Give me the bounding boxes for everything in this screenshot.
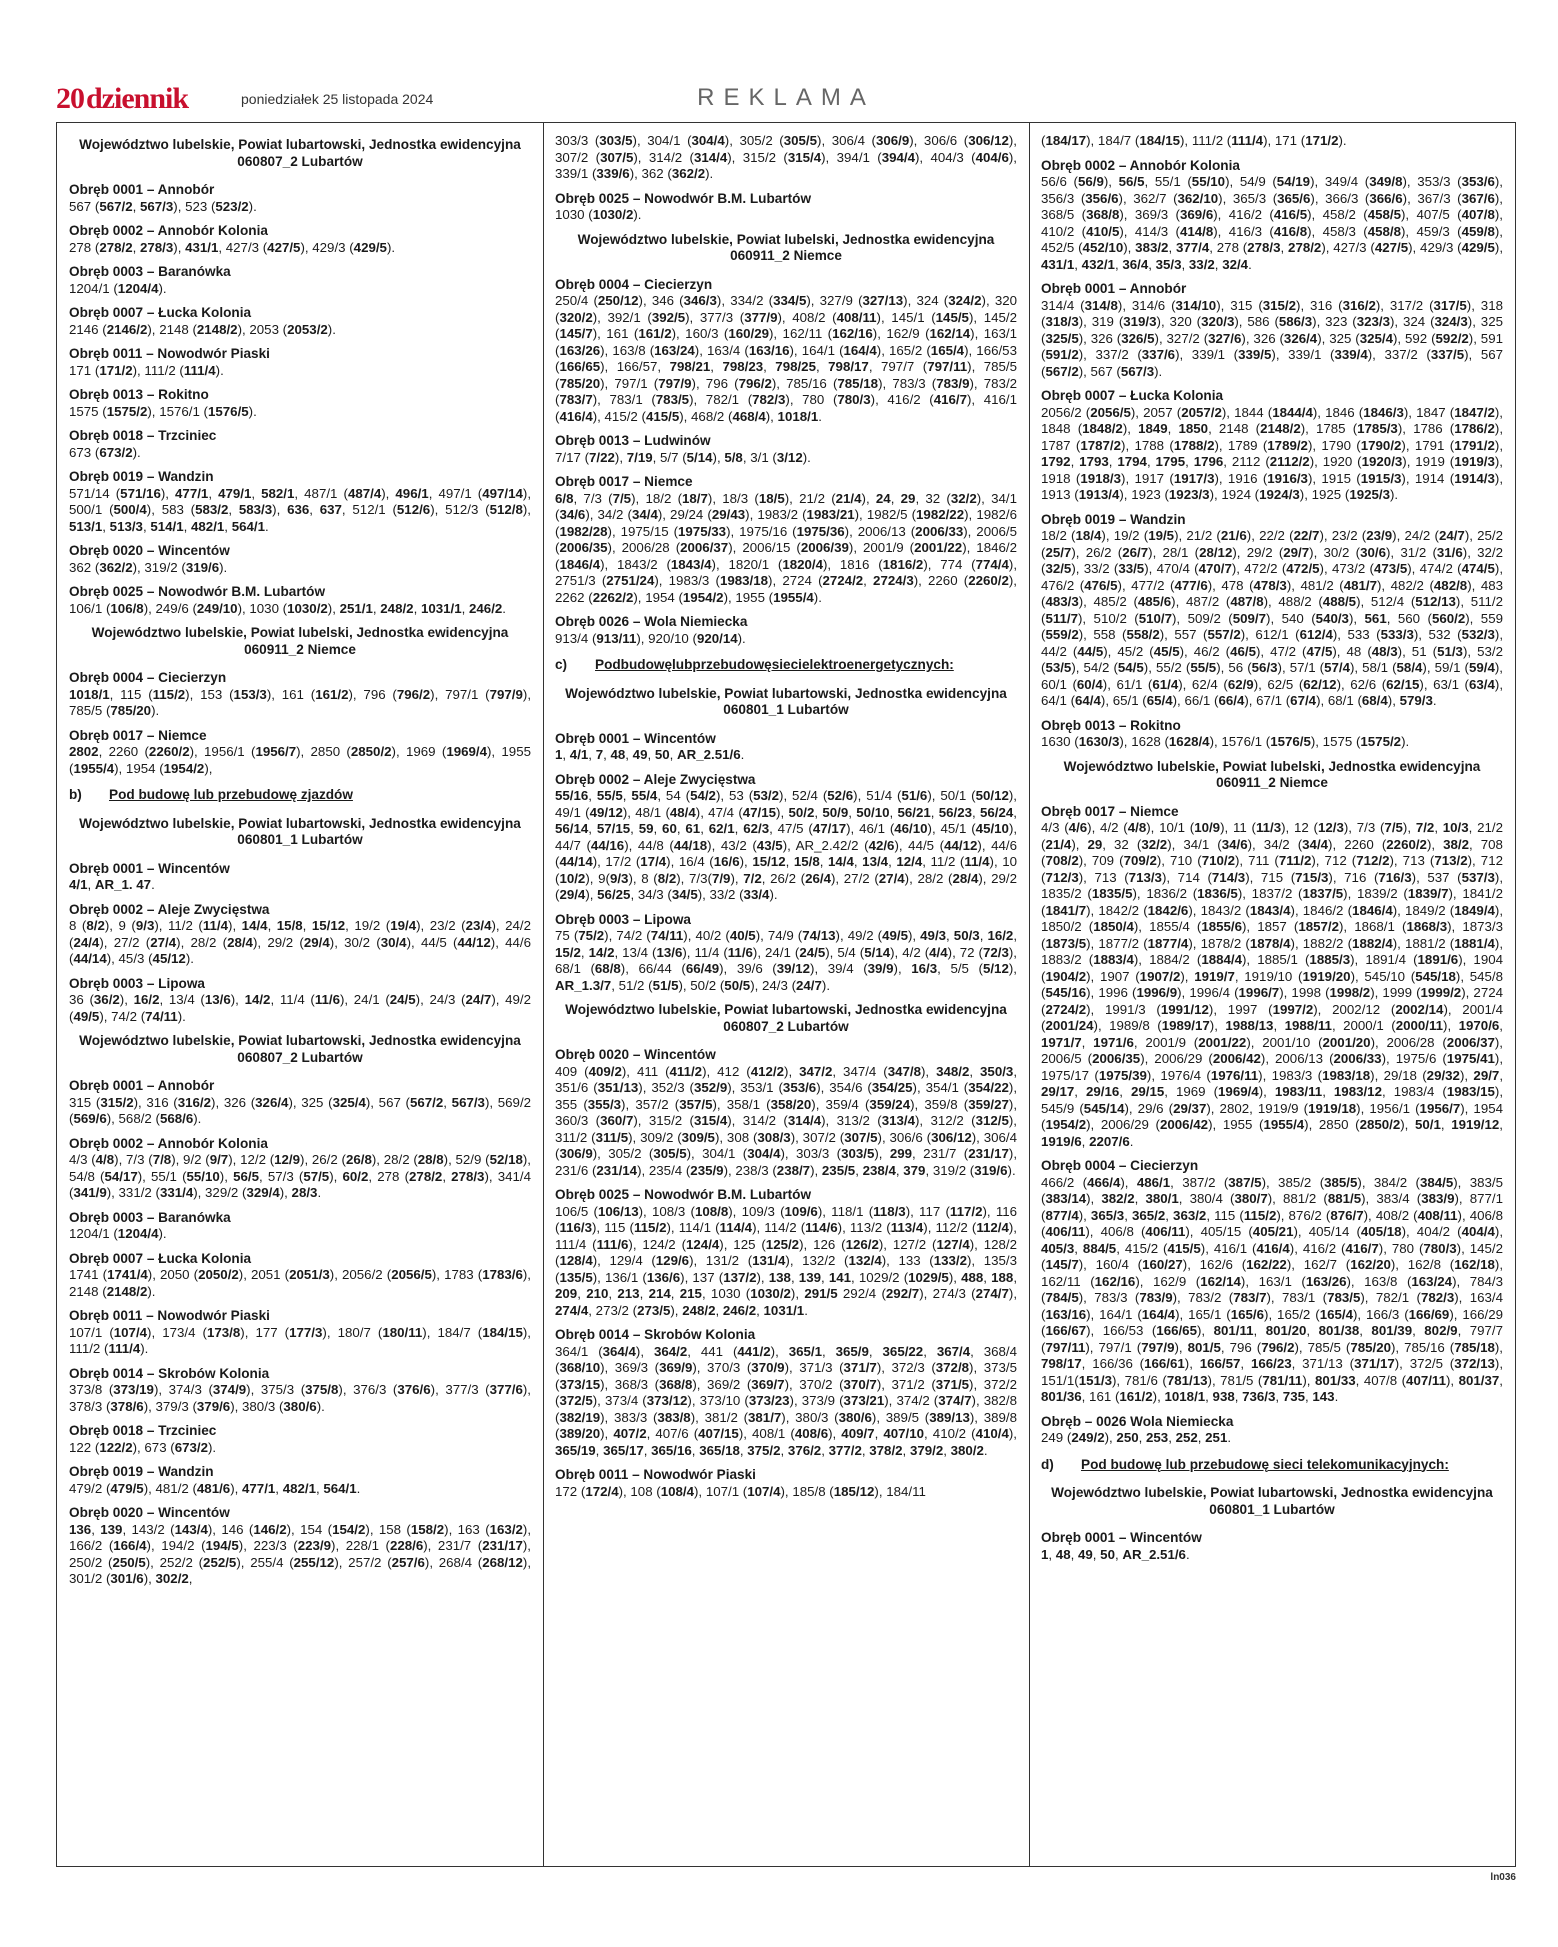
subsection-letter: c) <box>555 657 568 672</box>
parcel-list: 171 (171/2), 111/2 (111/4). <box>69 362 224 378</box>
parcel-list: 373/8 (373/19), 374/3 (374/9), 375/3 (375/8), 376/3 (376/6), 377/3 (377/6), 378/3 (378/6), 379/3 (379/6), 380/3 (380/6). <box>69 1382 531 1414</box>
parcel-list: 106/5 (106/13), 108/3 (108/8), 109/3 (109/6), 118/1 (118/3), 117 (117/2), 116 (116/3), 115 (115/2), 114/1 (114/4), 114/2 (114/6), 113/2 (113/4), 112/2 (112/4), 111/4 (111/6), 124/2 (124/4), 125 (125/2), 126 (126/2), 127/2 (127/4), 128/2 (128/4), 129/4 (129/6), 131/2 (131/4), 132/2 (132/4), 133 (133/2), 135/3 (135/5), 136/1 (136/6), 137 (137/2), 138, 139, 141, 1029/2 (1029/5), 488, 188, 209, 210, 213, 214, 215, 1030 (1030/2), 291/5 292/4 (292/7), 274/3 (274/7), 274/4, 273/2 (273/5), 248/2, 246/2, 1031/1. <box>555 1203 1017 1318</box>
precinct-title: Obręb 0001 – Annobór <box>69 182 215 197</box>
parcel-list: 2146 (2146/2), 2148 (2148/2), 2053 (2053/2). <box>69 321 336 337</box>
column-1 <box>69 133 531 1858</box>
parcel-list: 250/4 (250/12), 346 (346/3), 334/2 (334/5), 327/9 (327/13), 324 (324/2), 320 (320/2), 392/1 (392/5), 377/3 (377/9), 408/2 (408/11), 145/1 (145/5), 145/2 (145/7), 161 (161/2), 160/3 (160/29), 162/11 (162/16), 162/9 (162/14), 163/1 (163/26), 163/8 (163/24), 163/4 (163/16), 164/1 (164/4), 165/2 (165/4), 166/53 (166/65), 166/57, 798/21, 798/23, 798/25, 798/17, 797/7 (797/11), 785/5 (785/20), 797/1 (797/9), 796 (796/2), 785/16 (785/18), 783/3 (783/9), 783/2 (783/7), 783/1 (783/5), 782/1 (782/3), 780 (780/3), 416/2 (416/7), 416/1 (416/4), 415/2 (415/5), 468/2 (468/4), 1018/1. <box>555 293 1017 424</box>
column-divider <box>1029 123 1030 1867</box>
parcel-list: 1, 48, 49, 50, AR_2.51/6. <box>1041 1546 1190 1562</box>
parcel-list: 314/4 (314/8), 314/6 (314/10), 315 (315/2), 316 (316/2), 317/2 (317/5), 318 (318/3), 319 (319/3), 320 (320/3), 586 (586/3), 323 (323/3), 324 (324/3), 325 (325/5), 326 (326/5), 327/2 (327/6), 326 (326/4), 325 (325/4), 592 (592/2), 591 (591/2), 337/2 (337/6), 339/1 (339/5), 339/1 (339/4), 337/2 (337/5), 567 (567/2), 567 (567/3). <box>1041 297 1503 379</box>
column-divider <box>543 123 544 1867</box>
parcel-list: 409 (409/2), 411 (411/2), 412 (412/2), 347/2, 347/4 (347/8), 348/2, 350/3, 351/6 (351/13), 352/3 (352/9), 353/1 (353/6), 354/6 (354/25), 354/1 (354/22), 355 (355/3), 357/2 (357/5), 358/1 (358/20), 359/4 (359/24), 359/8 (359/27), 360/3 (360/7), 315/2 (315/4), 314/2 (314/4), 313/2 (313/4), 312/2 (312/5), 311/2 (311/5), 309/2 (309/5), 308 (308/3), 307/2 (307/5), 306/6 (306/12), 306/4 (306/9), 305/2 (305/5), 304/1 (304/4), 303/3 (303/5), 299, 231/7 (231/17), 231/6 (231/14), 235/4 (235/9), 238/3 (238/7), 235/5, 238/4, 379, 319/2 (319/6). <box>555 1063 1017 1178</box>
parcel-list: 1018/1, 115 (115/2), 153 (153/3), 161 (161/2), 796 (796/2), 797/1 (797/9), 785/5 (785/20). <box>69 686 531 718</box>
precinct-title: Obręb 0025 – Nowodwór B.M. Lubartów <box>555 1187 812 1202</box>
precinct-title: Obręb 0014 – Skrobów Kolonia <box>555 1327 756 1342</box>
precinct-title: Obręb 0013 – Ludwinów <box>555 433 711 448</box>
parcel-list: 136, 139, 143/2 (143/4), 146 (146/2), 154 (154/2), 158 (158/2), 163 (163/2), 166/2 (166/4), 194/2 (194/5), 223/3 (223/9), 228/1 (228/6), 231/7 (231/17), 250/2 (250/5), 252/2 (252/5), 255/4 (255/12), 257/2 (257/6), 268/4 (268/12), 301/2 (301/6), 302/2, <box>69 1521 531 1586</box>
precinct-title: Obręb 0007 – Łucka Kolonia <box>1041 388 1224 403</box>
parcel-list: 4/3 (4/6), 4/2 (4/8), 10/1 (10/9), 11 (11/3), 12 (12/3), 7/3 (7/5), 7/2, 10/3, 21/2 (21/4), 29, 32 (32/2), 34/1 (34/6), 34/2 (34/4), 2260 (2260/2), 38/2, 708 (708/2), 709 (709/2), 710 (710/2), 711 (711/2), 712 (712/2), 713 (713/2), 712 (712/3), 713 (713/3), 714 (714/3), 715 (715/3), 716 (716/3), 537 (537/3), 1835/2 (1835/5), 1836/2 (1836/5), 1837/2 (1837/5), 1839/2 (1839/7), 1841/2 (1841/7), 1842/2 (1842/6), 1843/2 (1843/4), 1846/2 (1846/4), 1849/2 (1849/4), 1850/2 (1850/4), 1855/4 (1855/6), 1857 (1857/2), 1868/1 (1868/3), 1873/3 (1873/5), 1877/2 (1877/4), 1878/2 (1878/4), 1882/2 (1882/4), 1881/2 (1881/4), 1883/2 (1883/4), 1884/2 (1884/4), 1885/1 (1885/3), 1891/4 (1891/6), 1904 (1904/2), 1907 (1907/2), 1919/7, 1919/10 (1919/20), 545/10 (545/18), 545/8 (545/16), 1996 (1996/9), 1996/4 (1996/7), 1998 (1998/2), 1999 (1999/2), 2724 (2724/2), 1991/3 (1991/12), 1997 (1997/2), 2002/12 (2002/14), 2001/4 (2001/24), 1989/8 (1989/17), 1988/13, 1988/11, 2000/1 (2000/11), 1970/6, 1971/7, 1971/6, 2001/9 (2001/22), 2001/10 (2001/20), 2006/28 (2006/37), 2006/5 (2006/35), 2006/29 (2006/42), 2006/13 (2006/33), 1975/6 (1975/41), 1975/17 (1975/39), 1976/4 (1976/11), 1983/3 (1983/18), 29/18 (29/32), 29/7, 29/17, 29/16, 29/15, 1969 (1969/4), 1983/11, 1983/12, 1983/4 (1983/15), 545/9 (545/14), 29/6 (29/37), 2802, 1919/9 (1919/18), 1956/1 (1956/7), 1954 (1954/2), 2006/29 (2006/42), 1955 (1955/4), 2850 (2850/2), 50/1, 1919/12, 1919/6, 2207/6. <box>1041 820 1503 1149</box>
precinct-title: Obręb 0013 – Rokitno <box>1041 717 1181 733</box>
column-3 <box>1041 133 1503 1858</box>
parcel-list: 479/2 (479/5), 481/2 (481/6), 477/1, 482/1, 564/1. <box>69 1480 361 1496</box>
parcel-list: 2802, 2260 (2260/2), 1956/1 (1956/7), 2850 (2850/2), 1969 (1969/4), 1955 (1955/4), 1954 (1954/2), <box>69 744 531 776</box>
parcel-list: 122 (122/2), 673 (673/2). <box>69 1439 217 1455</box>
region-heading: Województwo lubelskie, Powiat lubelski, Jednostka ewidencyjna 060911_2 Niemce <box>1063 758 1481 790</box>
parcel-list: 8 (8/2), 9 (9/3), 11/2 (11/4), 14/4, 15/8, 15/12, 19/2 (19/4), 23/2 (23/4), 24/2 (24/4), 27/2 (27/4), 28/2 (28/4), 29/2 (29/4), 30/2 (30/4), 44/5 (44/12), 44/6 (44/14), 45/3 (45/12). <box>69 918 531 966</box>
parcel-list: 1, 4/1, 7, 48, 49, 50, AR_2.51/6. <box>555 747 745 762</box>
region-heading: Województwo lubelskie, Powiat lubartowski, Jednostka ewidencyjna 060801_1 Lubartów <box>565 685 1007 717</box>
parcel-list: 1741 (1741/4), 2050 (2050/2), 2051 (2051/3), 2056/2 (2056/5), 1783 (1783/6), 2148 (2148/2). <box>69 1267 531 1299</box>
parcel-list: 315 (315/2), 316 (316/2), 326 (326/4), 325 (325/4), 567 (567/2, 567/3), 569/2 (569/6), 568/2 (568/6). <box>69 1094 531 1126</box>
precinct-title: Obręb 0019 – Wandzin <box>69 469 214 484</box>
parcel-list: (184/17), 184/7 (184/15), 111/2 (111/4), 171 (171/2). <box>1041 133 1347 148</box>
parcel-list: 364/1 (364/4), 364/2, 441 (441/2), 365/1, 365/9, 365/22, 367/4, 368/4 (368/10), 369/3 (369/9), 370/3 (370/9), 371/3 (371/7), 372/3 (372/8), 373/5 (373/15), 368/3 (368/8), 369/2 (369/7), 370/2 (370/7), 371/2 (371/5), 372/2 (372/5), 373/4 (373/12), 373/10 (373/23), 373/9 (373/21), 374/2 (374/7), 382/8 (382/19), 383/3 (383/8), 381/2 (381/7), 380/3 (380/6), 389/5 (389/13), 389/8 (389/20), 407/2, 407/6 (407/15), 408/1 (408/6), 409/7, 407/10, 410/2 (410/4), 365/19, 365/17, 365/16, 365/18, 375/2, 376/2, 377/2, 378/2, 379/2, 380/2. <box>555 1343 1017 1458</box>
parcel-list: 1204/1 (1204/4). <box>69 1226 167 1241</box>
logo-text: dziennik <box>86 82 189 115</box>
precinct-title: Obręb 0011 – Nowodwór Piaski <box>555 1467 756 1482</box>
parcel-list: 18/2 (18/4), 19/2 (19/5), 21/2 (21/6), 22/2 (22/7), 23/2 (23/9), 24/2 (24/7), 25/2 (25/7), 26/2 (26/7), 28/1 (28/12), 29/2 (29/7), 30/2 (30/6), 31/2 (31/6), 32/2 (32/5), 33/2 (33/5), 470/4 (470/7), 472/2 (472/5), 473/2 (473/5), 474/2 (474/5), 476/2 (476/5), 477/2 (477/6), 478 (478/3), 481/2 (481/7), 482/2 (482/8), 483 (483/3), 485/2 (485/6), 487/2 (487/8), 488/2 (488/5), 512/4 (512/13), 511/2 (511/7), 510/2 (510/7), 509/2 (509/7), 540 (540/3), 561, 560 (560/2), 559 (559/2), 558 (558/2), 557 (557/2), 612/1 (612/4), 533 (533/3), 532 (532/3), 44/2 (44/5), 45/2 (45/5), 46/2 (46/5), 47/2 (47/5), 48 (48/3), 51 (51/3), 53/2 (53/5), 54/2 (54/5), 55/2 (55/5), 56 (56/3), 57/1 (57/4), 58/1 (58/4), 59/1 (59/4), 60/1 (60/4), 61/1 (61/4), 62/4 (62/9), 62/5 (62/12), 62/6 (62/15), 63/1 (63/4), 64/1 (64/4), 65/1 (65/4), 66/1 (66/4), 67/1 (67/4), 68/1 (68/4), 579/3. <box>1041 528 1503 708</box>
precinct-title: Obręb 0026 – Wola Niemiecka <box>555 614 748 629</box>
subsection-heading <box>69 787 531 804</box>
region-heading: Województwo lubelskie, Powiat lubelski, Jednostka ewidencyjna 060911_2 Niemce <box>91 625 509 657</box>
subsection-letter: d) <box>1041 1456 1054 1472</box>
parcel-list: 1030 (1030/2). <box>555 207 642 222</box>
precinct-title: Obręb 0002 – Aleje Zwycięstwa <box>69 901 270 917</box>
precinct-title: Obręb 0002 – Annobór Kolonia <box>69 1135 268 1151</box>
region-heading: Województwo lubelskie, Powiat lubartowski, Jednostka ewidencyjna 060801_1 Lubartów <box>1051 1485 1493 1517</box>
precinct-title: Obręb 0017 – Niemce <box>555 474 693 489</box>
precinct-title: Obręb 0003 – Lipowa <box>555 911 691 927</box>
precinct-title: Obręb 0002 – Annobór Kolonia <box>1041 157 1240 173</box>
parcel-list: 36 (36/2), 16/2, 13/4 (13/6), 14/2, 11/4 (11/6), 24/1 (24/5), 24/3 (24/7), 49/2 (49/5), 74/2 (74/11). <box>69 992 531 1024</box>
parcel-list: 172 (172/4), 108 (108/4), 107/1 (107/4), 185/8 (185/12), 184/11 <box>555 1483 926 1499</box>
parcel-list: 249 (249/2), 250, 253, 252, 251. <box>1041 1430 1232 1445</box>
precinct-title: Obręb 0002 – Annobór Kolonia <box>69 223 268 238</box>
region-heading: Województwo lubelskie, Powiat lubartowski, Jednostka ewidencyjna 060807_2 Lubartów <box>565 1002 1007 1034</box>
precinct-title: Obręb 0004 – Ciecierzyn <box>555 276 713 292</box>
parcel-list: 106/1 (106/8), 249/6 (249/10), 1030 (1030/2), 251/1, 248/2, 1031/1, 246/2. <box>69 600 506 616</box>
subsection-heading <box>1041 1457 1503 1474</box>
precinct-title: Obręb 0003 – Lipowa <box>69 975 205 991</box>
section-label: REKLAMA <box>697 84 875 111</box>
precinct-title: Obręb 0019 – Wandzin <box>1041 511 1186 527</box>
precinct-title: Obręb 0014 – Skrobów Kolonia <box>69 1365 270 1381</box>
parcel-list: 466/2 (466/4), 486/1, 387/2 (387/5), 385/2 (385/5), 384/2 (384/5), 383/5 (383/14), 382/2, 380/1, 380/4 (380/7), 881/2 (881/5), 383/4 (383/9), 877/1 (877/4), 365/3, 365/2, 363/2, 115 (115/2), 876/2 (876/7), 408/2 (408/11), 406/8 (406/11), 406/8 (406/11), 405/15 (405/21), 405/14 (405/18), 404/2 (404/4), 405/3, 884/5, 415/2 (415/5), 416/1 (416/4), 416/2 (416/7), 780 (780/3), 145/2 (145/7), 160/4 (160/27), 162/6 (162/22), 162/7 (162/20), 162/8 (162/18), 162/11 (162/16), 162/9 (162/14), 163/1 (163/26), 163/8 (163/24), 784/3 (784/5), 783/3 (783/9), 783/2 (783/7), 783/1 (783/5), 782/1 (782/3), 163/4 (163/16), 164/1 (164/4), 165/1 (165/6), 165/2 (165/4), 166/3 (166/69), 166/29 (166/67), 166/53 (166/65), 801/11, 801/20, 801/38, 801/39, 802/9, 797/7 (797/11), 797/1 (797/9), 801/5, 796 (796/2), 785/5 (785/20), 785/16 (785/18), 798/17, 166/36 (166/61), 166/57, 166/23, 371/13 (371/17), 372/5 (372/13), 151/1(151/3), 781/6 (781/13), 781/5 (781/11), 801/33, 407/8 (407/11), 801/37, 801/36, 161 (161/2), 1018/1, 938, 736/3, 735, 143. <box>1041 1174 1503 1404</box>
region-heading: Województwo lubelskie, Powiat lubartowski, Jednostka ewidencyjna 060807_2 Lubartów <box>79 1033 521 1065</box>
precinct-title: Obręb 0007 – Łucka Kolonia <box>69 305 252 320</box>
parcel-list: 1204/1 (1204/4). <box>69 280 167 296</box>
parcel-list: 6/8, 7/3 (7/5), 18/2 (18/7), 18/3 (18/5), 21/2 (21/4), 24, 29, 32 (32/2), 34/1 (34/6), 34/2 (34/4), 29/24 (29/43), 1983/2 (1983/21), 1982/5 (1982/22), 1982/6 (1982/28), 1975/15 (1975/33), 1975/16 (1975/36), 2006/13 (2006/33), 2006/5 (2006/35), 2006/28 (2006/37), 2006/15 (2006/39), 2001/9 (2001/22), 1846/2 (1846/4), 1843/2 (1843/4), 1820/1 (1820/4), 1816 (1816/2), 774 (774/4), 2751/3 (2751/24), 1983/3 (1983/18), 2724 (2724/2, 2724/3), 2260 (2260/2), 2262 (2262/2), 1954 (1954/2), 1955 (1955/4). <box>555 490 1017 605</box>
parcel-list: 7/17 (7/22), 7/19, 5/7 (5/14), 5/8, 3/1 (3/12). <box>555 449 811 465</box>
subsection-letter: b) <box>69 787 82 802</box>
parcel-list: 75 (75/2), 74/2 (74/11), 40/2 (40/5), 74/9 (74/13), 49/2 (49/5), 49/3, 50/3, 16/2, 15/2, 14/2, 13/4 (13/6), 11/4 (11/6), 24/1 (24/5), 5/4 (5/14), 4/2 (4/4), 72 (72/3), 68/1 (68/8), 66/44 (66/49), 39/6 (39/12), 39/4 (39/9), 16/3, 5/5 (5/12), AR_1.3/7, 51/2 (51/5), 50/2 (50/5), 24/3 (24/7). <box>555 928 1017 993</box>
parcel-list: 4/1, AR_1. 47. <box>69 877 155 892</box>
precinct-title: Obręb 0004 – Ciecierzyn <box>1041 1158 1199 1173</box>
parcel-list: 1630 (1630/3), 1628 (1628/4), 1576/1 (1576/5), 1575 (1575/2). <box>1041 734 1410 749</box>
region-heading: Województwo lubelskie, Powiat lubelski, Jednostka ewidencyjna 060911_2 Niemce <box>577 231 995 263</box>
precinct-title: Obręb 0013 – Rokitno <box>69 387 209 402</box>
precinct-title: Obręb 0011 – Nowodwór Piaski <box>69 346 270 361</box>
parcel-list: 278 (278/2, 278/3), 431/1, 427/3 (427/5), 429/3 (429/5). <box>69 239 396 255</box>
precinct-title: Obręb 0017 – Niemce <box>69 727 207 743</box>
precinct-title: Obręb 0020 – Wincentów <box>69 1505 230 1520</box>
parcel-list: 2056/2 (2056/5), 2057 (2057/2), 1844 (1844/4), 1846 (1846/3), 1847 (1847/2), 1848 (1848/2), 1849, 1850, 2148 (2148/2), 1785 (1785/3), 1786 (1786/2), 1787 (1787/2), 1788 (1788/2), 1789 (1789/2), 1790 (1790/2), 1791 (1791/2), 1792, 1793, 1794, 1795, 1796, 2112 (2112/2), 1920 (1920/3), 1919 (1919/3), 1918 (1918/3), 1917 (1917/3), 1916 (1916/3), 1915 (1915/3), 1914 (1914/3), 1913 (1913/4), 1923 (1923/3), 1924 (1924/3), 1925 (1925/3). <box>1041 404 1503 502</box>
parcel-list: 567 (567/2, 567/3), 523 (523/2). <box>69 198 257 214</box>
parcel-list: 107/1 (107/4), 173/4 (173/8), 177 (177/3), 180/7 (180/11), 184/7 (184/15), 111/2 (111/4). <box>69 1324 531 1356</box>
parcel-list: 362 (362/2), 319/2 (319/6). <box>69 559 228 575</box>
parcel-list: 4/3 (4/8), 7/3 (7/8), 9/2 (9/7), 12/2 (12/9), 26/2 (26/8), 28/2 (28/8), 52/9 (52/18), 54/8 (54/17), 55/1 (55/10), 56/5, 57/3 (57/5), 60/2, 278 (278/2, 278/3), 341/4 (341/9), 331/2 (331/4), 329/2 (329/4), 28/3. <box>69 1152 531 1200</box>
precinct-title: Obręb 0001 – Wincentów <box>555 730 716 746</box>
region-heading: Województwo lubelskie, Powiat lubartowski, Jednostka ewidencyjna 060801_1 Lubartów <box>79 815 521 847</box>
notice-box <box>56 122 1516 1867</box>
precinct-title: Obręb 0003 – Baranówka <box>69 1209 231 1225</box>
precinct-title: Obręb 0007 – Łucka Kolonia <box>69 1250 252 1266</box>
precinct-title: Obręb – 0026 Wola Niemiecka <box>1041 1413 1234 1429</box>
precinct-title: Obręb 0019 – Wandzin <box>69 1464 214 1479</box>
precinct-title: Obręb 0002 – Aleje Zwycięstwa <box>555 771 756 787</box>
precinct-title: Obręb 0001 – Wincentów <box>1041 1530 1202 1545</box>
issue-date: poniedziałek 25 listopada 2024 <box>241 91 434 107</box>
precinct-title: Obręb 0003 – Baranówka <box>69 264 231 279</box>
parcel-list: 303/3 (303/5), 304/1 (304/4), 305/2 (305/5), 306/4 (306/9), 306/6 (306/12), 307/2 (307/5), 314/2 (314/4), 315/2 (315/4), 394/1 (394/4), 404/3 (404/6), 339/1 (339/6), 362 (362/2). <box>555 133 1017 181</box>
precinct-title: Obręb 0025 – Nowodwór B.M. Lubartów <box>555 190 812 206</box>
subsection-heading <box>555 657 1017 674</box>
page-number: 20 <box>56 82 84 115</box>
precinct-title: Obręb 0001 – Annobór <box>1041 281 1187 296</box>
precinct-title: Obręb 0017 – Niemce <box>1041 803 1179 819</box>
precinct-title: Obręb 0011 – Nowodwór Piaski <box>69 1308 270 1323</box>
subsection-title: Pod budowę lub przebudowę zjazdów <box>109 787 353 802</box>
precinct-title: Obręb 0018 – Trzciniec <box>69 1423 217 1438</box>
subsection-title: Pod budowę lub przebudowę sieci telekomunikacyjnych: <box>1081 1456 1449 1472</box>
footer-code: ln036 <box>1490 1872 1516 1883</box>
parcel-list: 673 (673/2). <box>69 444 141 460</box>
parcel-list: 55/16, 55/5, 55/4, 54 (54/2), 53 (53/2), 52/4 (52/6), 51/4 (51/6), 50/1 (50/12), 49/1 (49/12), 48/1 (48/4), 47/4 (47/15), 50/2, 50/9, 50/10, 56/21, 56/23, 56/24, 56/14, 57/15, 59, 60, 61, 62/1, 62/3, 47/5 (47/17), 46/1 (46/10), 45/1 (45/10), 44/7 (44/16), 44/8 (44/18), 43/2 (43/5), AR_2.42/2 (42/6), 44/5 (44/12), 44/6 (44/14), 17/2 (17/4), 16/4 (16/6), 15/12, 15/8, 14/4, 13/4, 12/4, 11/2 (11/4), 10 (10/2), 9(9/3), 8 (8/2), 7/3(7/9), 7/2, 26/2 (26/4), 27/2 (27/4), 28/2 (28/4), 29/2 (29/4), 56/25, 34/3 (34/5), 33/2 (33/4). <box>555 788 1017 902</box>
precinct-title: Obręb 0020 – Wincentów <box>555 1047 716 1062</box>
parcel-list: 1575 (1575/2), 1576/1 (1576/5). <box>69 403 257 419</box>
precinct-title: Obręb 0001 – Wincentów <box>69 860 230 876</box>
subsection-title: Podbudowęlubprzebudowęsiecielektroenergetycznych: <box>595 657 954 672</box>
precinct-title: Obręb 0018 – Trzciniec <box>69 428 217 443</box>
page-header <box>56 82 1516 116</box>
parcel-list: 913/4 (913/11), 920/10 (920/14). <box>555 630 746 646</box>
column-2 <box>555 133 1017 1858</box>
precinct-title: Obręb 0025 – Nowodwór B.M. Lubartów <box>69 584 326 599</box>
region-heading: Województwo lubelskie, Powiat lubartowski, Jednostka ewidencyjna 060807_2 Lubartów <box>79 137 521 169</box>
parcel-list: 56/6 (56/9), 56/5, 55/1 (55/10), 54/9 (54/19), 349/4 (349/8), 353/3 (353/6), 356/3 (356/6), 362/7 (362/10), 365/3 (365/6), 366/3 (366/6), 367/3 (367/6), 368/5 (368/8), 369/3 (369/6), 416/2 (416/5), 458/2 (458/5), 407/5 (407/8), 410/2 (410/5), 414/3 (414/8), 416/3 (416/8), 458/3 (458/8), 459/3 (459/8), 452/5 (452/10), 383/2, 377/4, 278 (278/3, 278/2), 427/3 (427/5), 429/3 (429/5), 431/1, 432/1, 36/4, 35/3, 33/2, 32/4. <box>1041 174 1503 272</box>
parcel-list: 571/14 (571/16), 477/1, 479/1, 582/1, 487/1 (487/4), 496/1, 497/1 (497/14), 500/1 (500/4), 583 (583/2, 583/3), 636, 637, 512/1 (512/6), 512/3 (512/8), 513/1, 513/3, 514/1, 482/1, 564/1. <box>69 485 531 534</box>
precinct-title: Obręb 0001 – Annobór <box>69 1078 215 1093</box>
precinct-title: Obręb 0020 – Wincentów <box>69 543 230 558</box>
precinct-title: Obręb 0004 – Ciecierzyn <box>69 670 227 685</box>
